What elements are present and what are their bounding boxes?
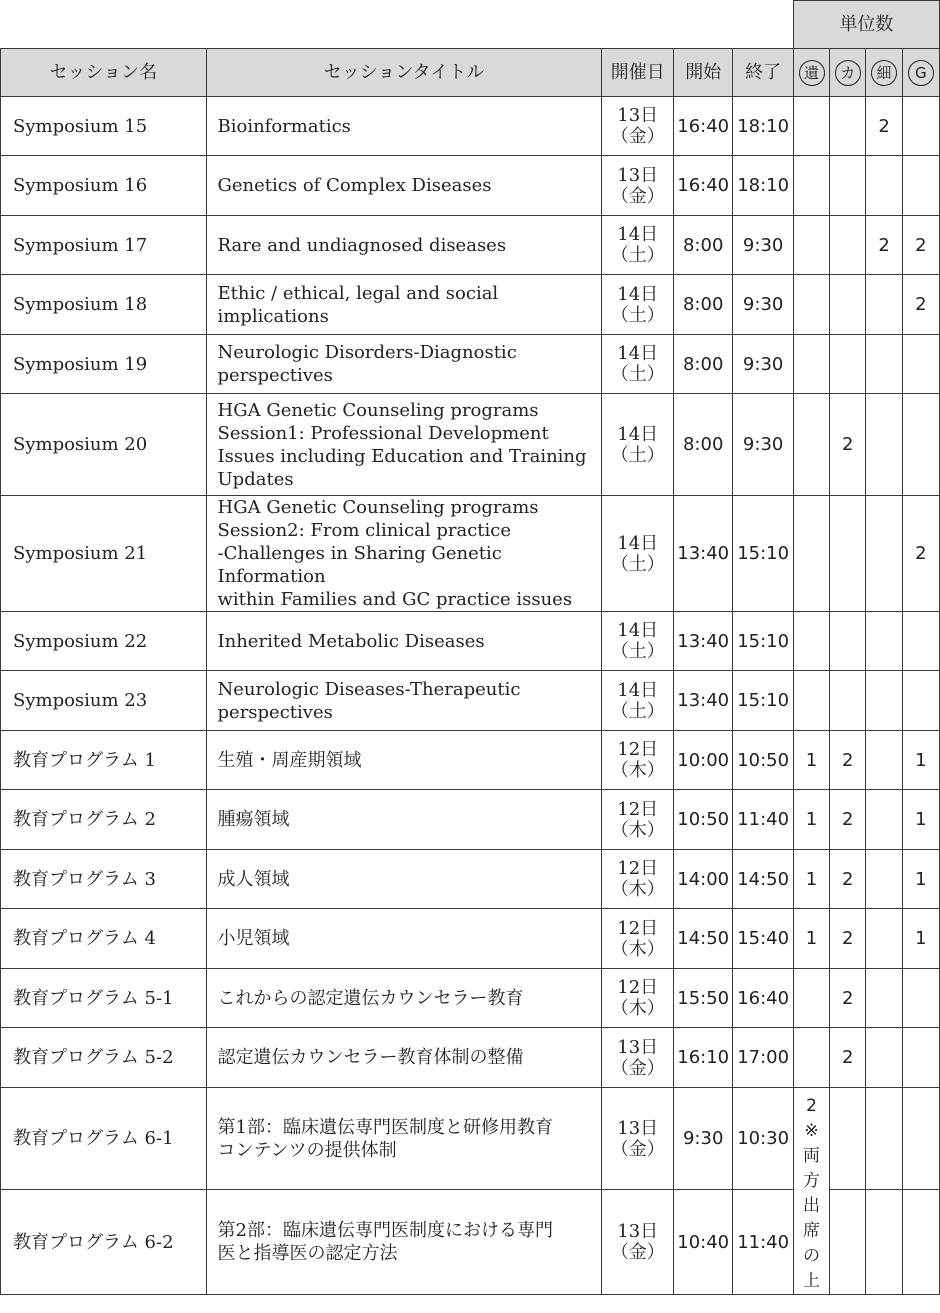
col-credit-3 — [866, 49, 902, 97]
merged-credit-note — [793, 1088, 829, 1295]
session-name: Symposium 21 — [1, 496, 207, 612]
session-date — [602, 969, 674, 1028]
session-title: 認定遺伝カウンセラー教育体制の整備 — [206, 1028, 602, 1088]
end-time: 9:30 — [733, 394, 793, 496]
session-title — [206, 394, 602, 496]
date-weekday: （木） — [610, 760, 665, 781]
session-name: Symposium 19 — [1, 335, 207, 394]
credit-1 — [793, 394, 829, 496]
credit-1: 1 — [793, 850, 829, 909]
credit-2: 2 — [830, 394, 866, 496]
session-title — [206, 496, 602, 612]
note-char: 上 — [803, 1271, 820, 1291]
session-name: Symposium 22 — [1, 612, 207, 671]
date-weekday: （土） — [610, 304, 665, 326]
date-weekday: （木） — [610, 819, 665, 841]
session-title-line: Neurologic Diseases-Therapeutic — [217, 678, 521, 700]
session-date — [602, 275, 674, 335]
credit-1 — [793, 496, 829, 612]
note-char: 席 — [803, 1221, 820, 1241]
end-time: 9:30 — [733, 275, 793, 335]
blank-corner — [1, 1, 794, 49]
date-weekday: （金） — [610, 126, 665, 147]
credit-4: 1 — [902, 850, 939, 909]
session-name: 教育プログラム 2 — [1, 790, 207, 850]
start-time: 10:50 — [673, 790, 732, 850]
start-time: 15:50 — [673, 969, 732, 1028]
start-time: 16:40 — [673, 156, 732, 216]
end-time: 18:10 — [733, 97, 793, 156]
credit-4: 2 — [902, 275, 939, 335]
note-char: 出 — [803, 1196, 820, 1216]
session-name: 教育プログラム 3 — [1, 850, 207, 909]
credit-4: 1 — [902, 909, 939, 969]
session-date — [602, 909, 674, 969]
credit-4 — [902, 1190, 939, 1295]
date-day: 14日 — [617, 283, 659, 305]
end-time: 15:10 — [733, 496, 793, 612]
session-name: 教育プログラム 5-1 — [1, 969, 207, 1028]
end-time: 11:40 — [733, 790, 793, 850]
credit-4 — [902, 97, 939, 156]
table-row — [1, 1028, 940, 1088]
credit-2 — [830, 1088, 866, 1190]
credit-3 — [866, 335, 902, 394]
session-title: Genetics of Complex Diseases — [206, 156, 602, 216]
date-day: 14日 — [617, 620, 659, 641]
circled-label: 細 — [871, 60, 897, 86]
date-day: 14日 — [617, 224, 659, 245]
end-time: 18:10 — [733, 156, 793, 216]
session-title: 腫瘍領域 — [206, 790, 602, 850]
credit-2: 2 — [830, 909, 866, 969]
date-weekday: （金） — [610, 185, 665, 207]
end-time: 14:50 — [733, 850, 793, 909]
table-row — [1, 335, 940, 394]
credit-1 — [793, 97, 829, 156]
start-time: 8:00 — [673, 216, 732, 275]
note-char: 2 — [806, 1096, 817, 1116]
table-row — [1, 731, 940, 790]
circled-label: 遺 — [799, 60, 825, 86]
credit-3 — [866, 1190, 902, 1295]
date-day: 12日 — [617, 917, 659, 939]
session-name: 教育プログラム 6-1 — [1, 1088, 207, 1190]
credit-3 — [866, 790, 902, 850]
session-title: これからの認定遺伝カウンセラー教育 — [206, 969, 602, 1028]
date-day: 14日 — [617, 532, 659, 554]
credit-1 — [793, 275, 829, 335]
date-day: 12日 — [617, 977, 659, 998]
start-time: 10:00 — [673, 731, 732, 790]
start-time: 10:40 — [673, 1190, 732, 1295]
credit-4 — [902, 671, 939, 731]
date-weekday: （金） — [610, 1242, 665, 1264]
session-date — [602, 1088, 674, 1190]
note-char: 方 — [803, 1171, 820, 1191]
date-day: 13日 — [617, 1221, 659, 1243]
credit-3 — [866, 671, 902, 731]
session-name: Symposium 18 — [1, 275, 207, 335]
end-time: 11:40 — [733, 1190, 793, 1295]
end-time: 9:30 — [733, 216, 793, 275]
session-title-line: コンテンツの提供体制 — [217, 1139, 397, 1161]
session-title: Rare and undiagnosed diseases — [206, 216, 602, 275]
session-title: Ethic / ethical, legal and social implications — [206, 275, 602, 335]
credit-2 — [830, 216, 866, 275]
end-time: 9:30 — [733, 335, 793, 394]
date-day: 13日 — [617, 1036, 659, 1058]
credit-4: 1 — [902, 790, 939, 850]
credit-3 — [866, 850, 902, 909]
session-title — [206, 1190, 602, 1295]
session-date — [602, 496, 674, 612]
session-title — [206, 671, 602, 731]
date-weekday: （土） — [610, 700, 665, 722]
col-credit-4 — [902, 49, 939, 97]
session-title-line: Issues including Education and Training — [217, 445, 587, 467]
session-name: 教育プログラム 1 — [1, 731, 207, 790]
session-date — [602, 97, 674, 156]
session-title-line: 第1部：臨床遺伝専門医制度と研修用教育 — [217, 1116, 553, 1138]
credit-4 — [902, 394, 939, 496]
credit-1 — [793, 671, 829, 731]
session-title-line: 医と指導医の認定方法 — [217, 1243, 398, 1265]
session-date — [602, 335, 674, 394]
start-time: 8:00 — [673, 394, 732, 496]
credit-2 — [830, 496, 866, 612]
credits-group-header: 単位数 — [793, 1, 939, 49]
date-weekday: （土） — [610, 245, 665, 266]
date-weekday: （土） — [610, 444, 665, 466]
session-title-line: within Families and GC practice issues — [217, 589, 573, 610]
table-row — [1, 216, 940, 275]
session-date — [602, 1190, 674, 1295]
session-title-line: Session1: Professional Development — [217, 422, 549, 444]
col-start: 開始 — [673, 49, 732, 97]
credit-2: 2 — [830, 731, 866, 790]
session-title: 小児領域 — [206, 909, 602, 969]
credit-1: 1 — [793, 790, 829, 850]
credit-3 — [866, 394, 902, 496]
table-row — [1, 1088, 940, 1190]
note-char: 両 — [803, 1146, 820, 1166]
col-session-name: セッション名 — [1, 49, 207, 97]
table-row — [1, 790, 940, 850]
credit-4 — [902, 1028, 939, 1088]
credit-3 — [866, 156, 902, 216]
credit-2 — [830, 612, 866, 671]
date-day: 14日 — [617, 423, 659, 445]
date-weekday: （土） — [610, 364, 665, 385]
start-time: 16:10 — [673, 1028, 732, 1088]
table-body — [1, 97, 940, 1295]
credit-1 — [793, 335, 829, 394]
session-name: 教育プログラム 4 — [1, 909, 207, 969]
start-time: 13:40 — [673, 496, 732, 612]
credit-4: 2 — [902, 496, 939, 612]
credit-2: 2 — [830, 969, 866, 1028]
date-day: 14日 — [617, 343, 659, 364]
session-date — [602, 1028, 674, 1088]
credit-2: 2 — [830, 1028, 866, 1088]
end-time: 16:40 — [733, 969, 793, 1028]
credit-1 — [793, 612, 829, 671]
session-title: Inherited Metabolic Diseases — [206, 612, 602, 671]
session-title-line: HGA Genetic Counseling programs — [217, 399, 539, 421]
start-time: 13:40 — [673, 671, 732, 731]
col-credit-2 — [830, 49, 866, 97]
credit-1 — [793, 216, 829, 275]
credit-2 — [830, 1190, 866, 1295]
session-name: Symposium 23 — [1, 671, 207, 731]
session-name: Symposium 17 — [1, 216, 207, 275]
start-time: 14:50 — [673, 909, 732, 969]
session-title-line: -Challenges in Sharing Genetic Information — [217, 543, 502, 587]
credit-3: 2 — [866, 97, 902, 156]
table-row — [1, 394, 940, 496]
circled-label: G — [908, 60, 934, 86]
session-title — [206, 1088, 602, 1190]
session-title-line: 第2部：臨床遺伝専門医制度における専門 — [217, 1220, 553, 1242]
date-day: 13日 — [617, 105, 659, 126]
date-day: 12日 — [617, 858, 659, 879]
col-end: 終了 — [733, 49, 793, 97]
session-title-line: perspectives — [217, 701, 333, 723]
credit-2 — [830, 671, 866, 731]
credit-2 — [830, 156, 866, 216]
credit-2 — [830, 275, 866, 335]
date-weekday: （木） — [610, 998, 665, 1019]
end-time: 15:40 — [733, 909, 793, 969]
table-row — [1, 275, 940, 335]
session-title: 成人領域 — [206, 850, 602, 909]
credit-1 — [793, 156, 829, 216]
table-row — [1, 612, 940, 671]
session-date — [602, 671, 674, 731]
date-day: 12日 — [617, 739, 659, 760]
credit-4 — [902, 1088, 939, 1190]
credit-3 — [866, 612, 902, 671]
date-weekday: （土） — [610, 641, 665, 662]
credit-4: 1 — [902, 731, 939, 790]
circled-label: カ — [835, 60, 861, 86]
session-name: Symposium 20 — [1, 394, 207, 496]
note-char: ※ — [804, 1121, 819, 1141]
date-weekday: （木） — [610, 938, 665, 960]
credit-3 — [866, 496, 902, 612]
date-weekday: （金） — [610, 1138, 665, 1160]
session-title: 生殖・周産期領域 — [206, 731, 602, 790]
credit-3 — [866, 909, 902, 969]
credit-2: 2 — [830, 790, 866, 850]
date-day: 13日 — [617, 164, 659, 186]
credit-2 — [830, 335, 866, 394]
session-date — [602, 216, 674, 275]
credit-1 — [793, 969, 829, 1028]
note-char: の — [803, 1246, 820, 1266]
start-time: 8:00 — [673, 275, 732, 335]
session-title-line: Session2: From clinical practice — [217, 520, 512, 541]
session-date — [602, 850, 674, 909]
credit-3 — [866, 969, 902, 1028]
end-time: 17:00 — [733, 1028, 793, 1088]
date-day: 13日 — [617, 1117, 659, 1139]
table-row — [1, 969, 940, 1028]
credit-1: 1 — [793, 731, 829, 790]
table-row — [1, 496, 940, 612]
end-time: 10:30 — [733, 1088, 793, 1190]
credit-3 — [866, 1028, 902, 1088]
session-date — [602, 394, 674, 496]
session-date — [602, 790, 674, 850]
credit-3 — [866, 275, 902, 335]
table-row — [1, 671, 940, 731]
end-time: 10:50 — [733, 731, 793, 790]
col-date: 開催日 — [602, 49, 674, 97]
credit-1: 1 — [793, 909, 829, 969]
credit-4 — [902, 156, 939, 216]
session-title-line: HGA Genetic Counseling programs — [217, 497, 539, 518]
credit-4 — [902, 969, 939, 1028]
credit-2 — [830, 97, 866, 156]
session-title: Bioinformatics — [206, 97, 602, 156]
credit-2: 2 — [830, 850, 866, 909]
start-time: 16:40 — [673, 97, 732, 156]
session-name: 教育プログラム 6-2 — [1, 1190, 207, 1295]
table-row — [1, 850, 940, 909]
table-row — [1, 909, 940, 969]
date-day: 14日 — [617, 679, 659, 701]
date-weekday: （土） — [610, 553, 665, 575]
start-time: 8:00 — [673, 335, 732, 394]
credit-3: 2 — [866, 216, 902, 275]
session-date — [602, 731, 674, 790]
session-date — [602, 156, 674, 216]
credit-4 — [902, 612, 939, 671]
date-weekday: （金） — [610, 1057, 665, 1079]
credit-4: 2 — [902, 216, 939, 275]
session-date — [602, 612, 674, 671]
col-credit-1 — [793, 49, 829, 97]
start-time: 13:40 — [673, 612, 732, 671]
date-day: 12日 — [617, 798, 659, 820]
session-name: Symposium 15 — [1, 97, 207, 156]
table-row — [1, 97, 940, 156]
credit-3 — [866, 1088, 902, 1190]
session-name: 教育プログラム 5-2 — [1, 1028, 207, 1088]
end-time: 15:10 — [733, 612, 793, 671]
date-weekday: （木） — [610, 879, 665, 900]
session-title-line: Updates — [217, 468, 294, 490]
end-time: 15:10 — [733, 671, 793, 731]
session-title: Neurologic Disorders-Diagnostic perspectives — [206, 335, 602, 394]
credit-1 — [793, 1028, 829, 1088]
col-session-title: セッションタイトル — [206, 49, 602, 97]
start-time: 9:30 — [673, 1088, 732, 1190]
start-time: 14:00 — [673, 850, 732, 909]
credit-4 — [902, 335, 939, 394]
credit-3 — [866, 731, 902, 790]
session-name: Symposium 16 — [1, 156, 207, 216]
table-row — [1, 156, 940, 216]
